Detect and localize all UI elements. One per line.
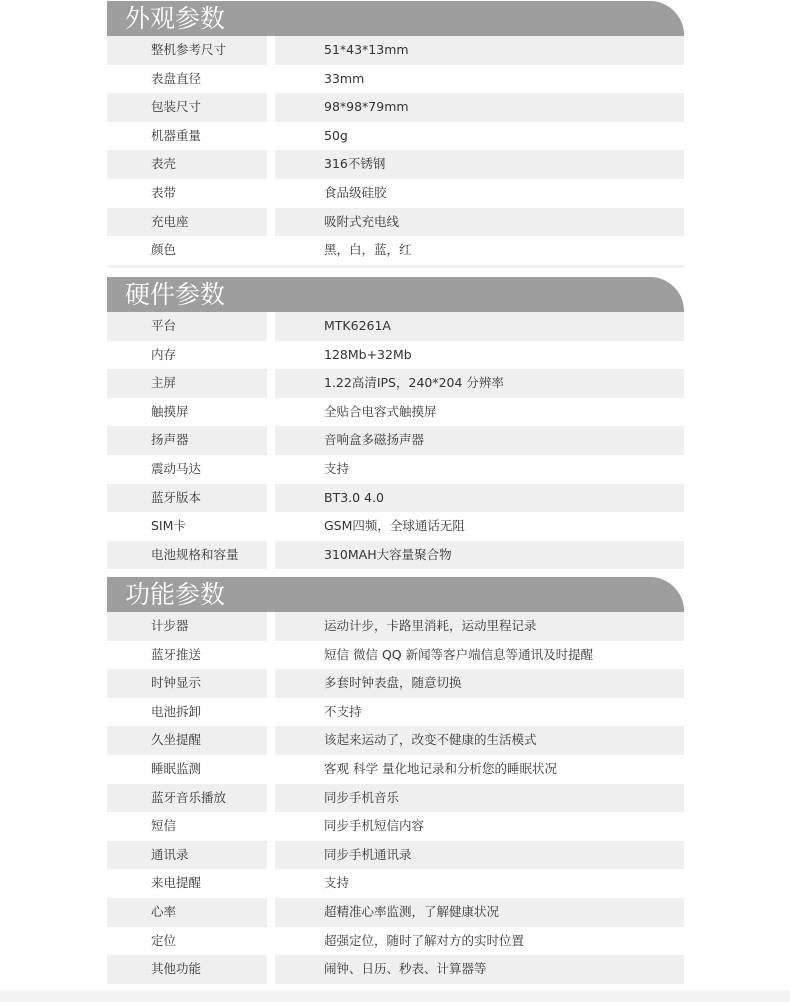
- table-row: [107, 726, 684, 755]
- table-row: [107, 93, 684, 122]
- section-divider: [107, 265, 684, 268]
- param-name: 其他功能: [107, 955, 267, 984]
- table-row: [107, 369, 684, 398]
- param-value: 支持: [275, 869, 684, 898]
- table-row: [107, 236, 684, 265]
- param-name: 蓝牙版本: [107, 484, 267, 513]
- param-name: 电池拆卸: [107, 698, 267, 727]
- param-name: 来电提醒: [107, 869, 267, 898]
- param-value: 支持: [275, 455, 684, 484]
- param-value: 短信 微信 QQ 新闻等客户端信息等通讯及时提醒: [275, 641, 684, 670]
- param-value: 超精准心率监测，了解健康状况: [275, 898, 684, 927]
- param-value: 黑，白，蓝，红: [275, 236, 684, 265]
- table-row: [107, 150, 684, 179]
- param-value: 该起来运动了，改变不健康的生活模式: [275, 726, 684, 755]
- table-row: [107, 541, 684, 570]
- param-value: 超强定位，随时了解对方的实时位置: [275, 927, 684, 956]
- param-name: 心率: [107, 898, 267, 927]
- param-name: SIM卡: [107, 512, 267, 541]
- param-value: 全贴合电容式触摸屏: [275, 398, 684, 427]
- table-row: [107, 812, 684, 841]
- param-name: 定位: [107, 927, 267, 956]
- param-value: 33mm: [275, 65, 684, 94]
- table-row: [107, 512, 684, 541]
- param-name: 机器重量: [107, 122, 267, 151]
- section-title: 硬件参数: [107, 277, 684, 312]
- param-name: 睡眠监测: [107, 755, 267, 784]
- table-row: [107, 122, 684, 151]
- param-name: 内存: [107, 341, 267, 370]
- param-value: 51*43*13mm: [275, 36, 684, 65]
- param-value: 多套时钟表盘，随意切换: [275, 669, 684, 698]
- section-appearance: [107, 1, 684, 268]
- param-name: 表盘直径: [107, 65, 267, 94]
- param-value: 1.22高清IPS，240*204 分辨率: [275, 369, 684, 398]
- param-name: 短信: [107, 812, 267, 841]
- table-row: [107, 455, 684, 484]
- table-row: [107, 208, 684, 237]
- param-name: 久坐提醒: [107, 726, 267, 755]
- param-value: 不支持: [275, 698, 684, 727]
- table-row: [107, 755, 684, 784]
- param-name: 整机参考尺寸: [107, 36, 267, 65]
- param-name: 充电座: [107, 208, 267, 237]
- table-row: [107, 669, 684, 698]
- param-value: 128Mb+32Mb: [275, 341, 684, 370]
- param-value: BT3.0 4.0: [275, 484, 684, 513]
- param-name: 时钟显示: [107, 669, 267, 698]
- param-value: 98*98*79mm: [275, 93, 684, 122]
- table-row: [107, 484, 684, 513]
- table-row: [107, 36, 684, 65]
- table-row: [107, 841, 684, 870]
- param-name: 蓝牙推送: [107, 641, 267, 670]
- param-name: 震动马达: [107, 455, 267, 484]
- table-row: [107, 312, 684, 341]
- param-name: 包装尺寸: [107, 93, 267, 122]
- table-row: [107, 641, 684, 670]
- table-row: [107, 898, 684, 927]
- table-row: [107, 612, 684, 641]
- table-row: [107, 426, 684, 455]
- table-row: [107, 341, 684, 370]
- param-value: MTK6261A: [275, 312, 684, 341]
- param-value: 运动计步，卡路里消耗，运动里程记录: [275, 612, 684, 641]
- param-value: 吸附式充电线: [275, 208, 684, 237]
- param-value: 310MAH大容量聚合物: [275, 541, 684, 570]
- table-row: [107, 179, 684, 208]
- param-name: 表壳: [107, 150, 267, 179]
- param-name: 计步器: [107, 612, 267, 641]
- param-value: 食品级硅胶: [275, 179, 684, 208]
- table-row: [107, 927, 684, 956]
- param-name: 主屏: [107, 369, 267, 398]
- param-name: 蓝牙音乐播放: [107, 784, 267, 813]
- param-name: 电池规格和容量: [107, 541, 267, 570]
- footer-band: [0, 990, 790, 1002]
- table-row: [107, 698, 684, 727]
- param-name: 颜色: [107, 236, 267, 265]
- param-value: 同步手机通讯录: [275, 841, 684, 870]
- param-name: 触摸屏: [107, 398, 267, 427]
- table-row: [107, 955, 684, 984]
- param-name: 通讯录: [107, 841, 267, 870]
- section-title: 外观参数: [107, 1, 684, 36]
- param-name: 表带: [107, 179, 267, 208]
- param-value: 客观 科学 量化地记录和分析您的睡眠状况: [275, 755, 684, 784]
- table-row: [107, 65, 684, 94]
- param-value: 同步手机音乐: [275, 784, 684, 813]
- param-value: 50g: [275, 122, 684, 151]
- param-value: 闹钟、日历、秒表、计算器等: [275, 955, 684, 984]
- table-row: [107, 784, 684, 813]
- section-title: 功能参数: [107, 577, 684, 612]
- param-value: 316不锈钢: [275, 150, 684, 179]
- section-features: [107, 577, 684, 984]
- param-value: 同步手机短信内容: [275, 812, 684, 841]
- param-value: GSM四频，全球通话无阻: [275, 512, 684, 541]
- param-value: 音响盒多磁扬声器: [275, 426, 684, 455]
- section-hardware: [107, 277, 684, 569]
- table-row: [107, 398, 684, 427]
- param-name: 扬声器: [107, 426, 267, 455]
- table-row: [107, 869, 684, 898]
- param-name: 平台: [107, 312, 267, 341]
